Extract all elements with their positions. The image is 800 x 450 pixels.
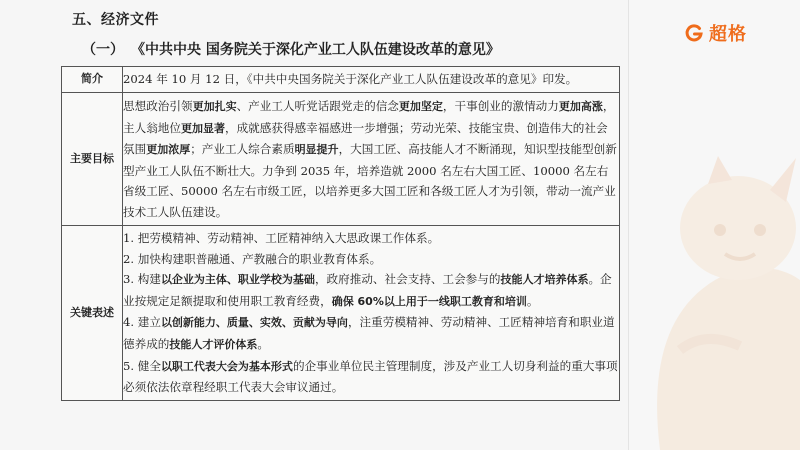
emphasis-text: 更加高涨 [558, 100, 603, 113]
text-segment: ，干事创业的激情动力 [442, 99, 559, 113]
key-points-list [123, 226, 620, 401]
row-label-goal: 主要目标 [62, 93, 123, 226]
emphasis-text: 技能人才评价体系 [169, 337, 258, 351]
document-name: 《中共中央 国务院关于深化产业工人队伍建设改革的意见》 [138, 42, 500, 58]
text-segment: 2. 加快构建职普融通、产教融合的职业教育体系。 [123, 251, 382, 266]
text-segment: 。 [257, 336, 269, 351]
emphasis-text: 确保 60%以上用于一线职工教育和培训 [331, 294, 527, 308]
emphasis-text: 更加坚定 [398, 100, 443, 113]
text-segment: ，成就感获得感幸福感进一步增强；劳动光荣、技能宝贵、创造伟大的社会氛围 [123, 120, 608, 156]
emphasis-text: 明显提升 [294, 143, 339, 156]
row-label-key: 关键表述 [62, 226, 123, 401]
text-segment: 、产业工人听党话跟党走的信念 [236, 99, 399, 113]
document-title [82, 39, 500, 59]
document-number: （一） [82, 42, 124, 58]
text-segment: ，主人翁地位 [123, 99, 615, 135]
text-segment: 思想政治引领 [123, 99, 193, 113]
text-segment: 的企事业单位民主管理制度，涉及产业工人切身利益的重大事项必须依法依章程经职工代表大会审议通过。 [123, 358, 618, 395]
emphasis-text: 更加显著 [180, 121, 225, 135]
table-row-key [62, 226, 620, 401]
key-point-item [123, 312, 619, 355]
emphasis-text: 更加扎实 [192, 100, 237, 113]
emphasis-text: 更加浓厚 [146, 143, 191, 156]
text-segment: 1. 把劳模精神、劳动精神、工匠精神纳入大思政课工作体系。 [123, 231, 440, 245]
intro-text: 2024 年 10 月 12 日，《中共中央国务院关于深化产业工人队伍建设改革的意见》印发。 [123, 67, 620, 93]
summary-table [61, 66, 620, 401]
text-segment: 3. 构建 [123, 272, 161, 287]
emphasis-text: 以企业为主体、职业学校为基础 [160, 273, 315, 287]
key-point-item [123, 249, 619, 270]
key-point-item [123, 269, 619, 312]
table-row-intro [62, 67, 620, 93]
emphasis-text: 技能人才培养体系 [500, 273, 589, 287]
text-segment: ；产业工人综合素质 [190, 142, 295, 156]
text-segment: 。企业按规定足额提取和使用职工教育经费， [123, 272, 612, 308]
emphasis-text: 以职工代表大会为基本形式 [160, 359, 293, 373]
text-segment: ，注重劳模精神、劳动精神、工匠精神培育和职业道德养成的 [123, 315, 615, 351]
goal-text [123, 93, 620, 226]
brand-g-icon [684, 23, 704, 43]
text-segment: 4. 建立 [123, 315, 161, 330]
text-segment: 。 [526, 293, 539, 308]
text-segment: ，大国工匠、高技能人才不断涌现，知识型技能型创新型产业工人队伍不断壮大。力争到 2035 年，培养造就 2000 名左右大国工匠、10000 名左右省级工匠、50000 名左右市级工匠，以培养更多大国工匠和各级工匠人才为引领，带动一流产业技术工人队伍建设。 [123, 142, 617, 219]
emphasis-text: 以创新能力、质量、实效、贡献为导向 [160, 316, 348, 330]
section-title: 五、经济文件 [72, 12, 159, 28]
table-row-goal [62, 93, 620, 226]
row-label-intro: 简介 [62, 67, 123, 93]
brand-name: 超格 [709, 24, 747, 45]
key-point-item [123, 356, 619, 398]
text-segment: 5. 健全 [123, 358, 161, 373]
text-segment: ，政府推动、社会支持、工会参与的 [314, 272, 501, 287]
mascot-watermark-icon [620, 150, 800, 450]
key-point-item [123, 228, 619, 249]
brand-logo [684, 22, 747, 44]
